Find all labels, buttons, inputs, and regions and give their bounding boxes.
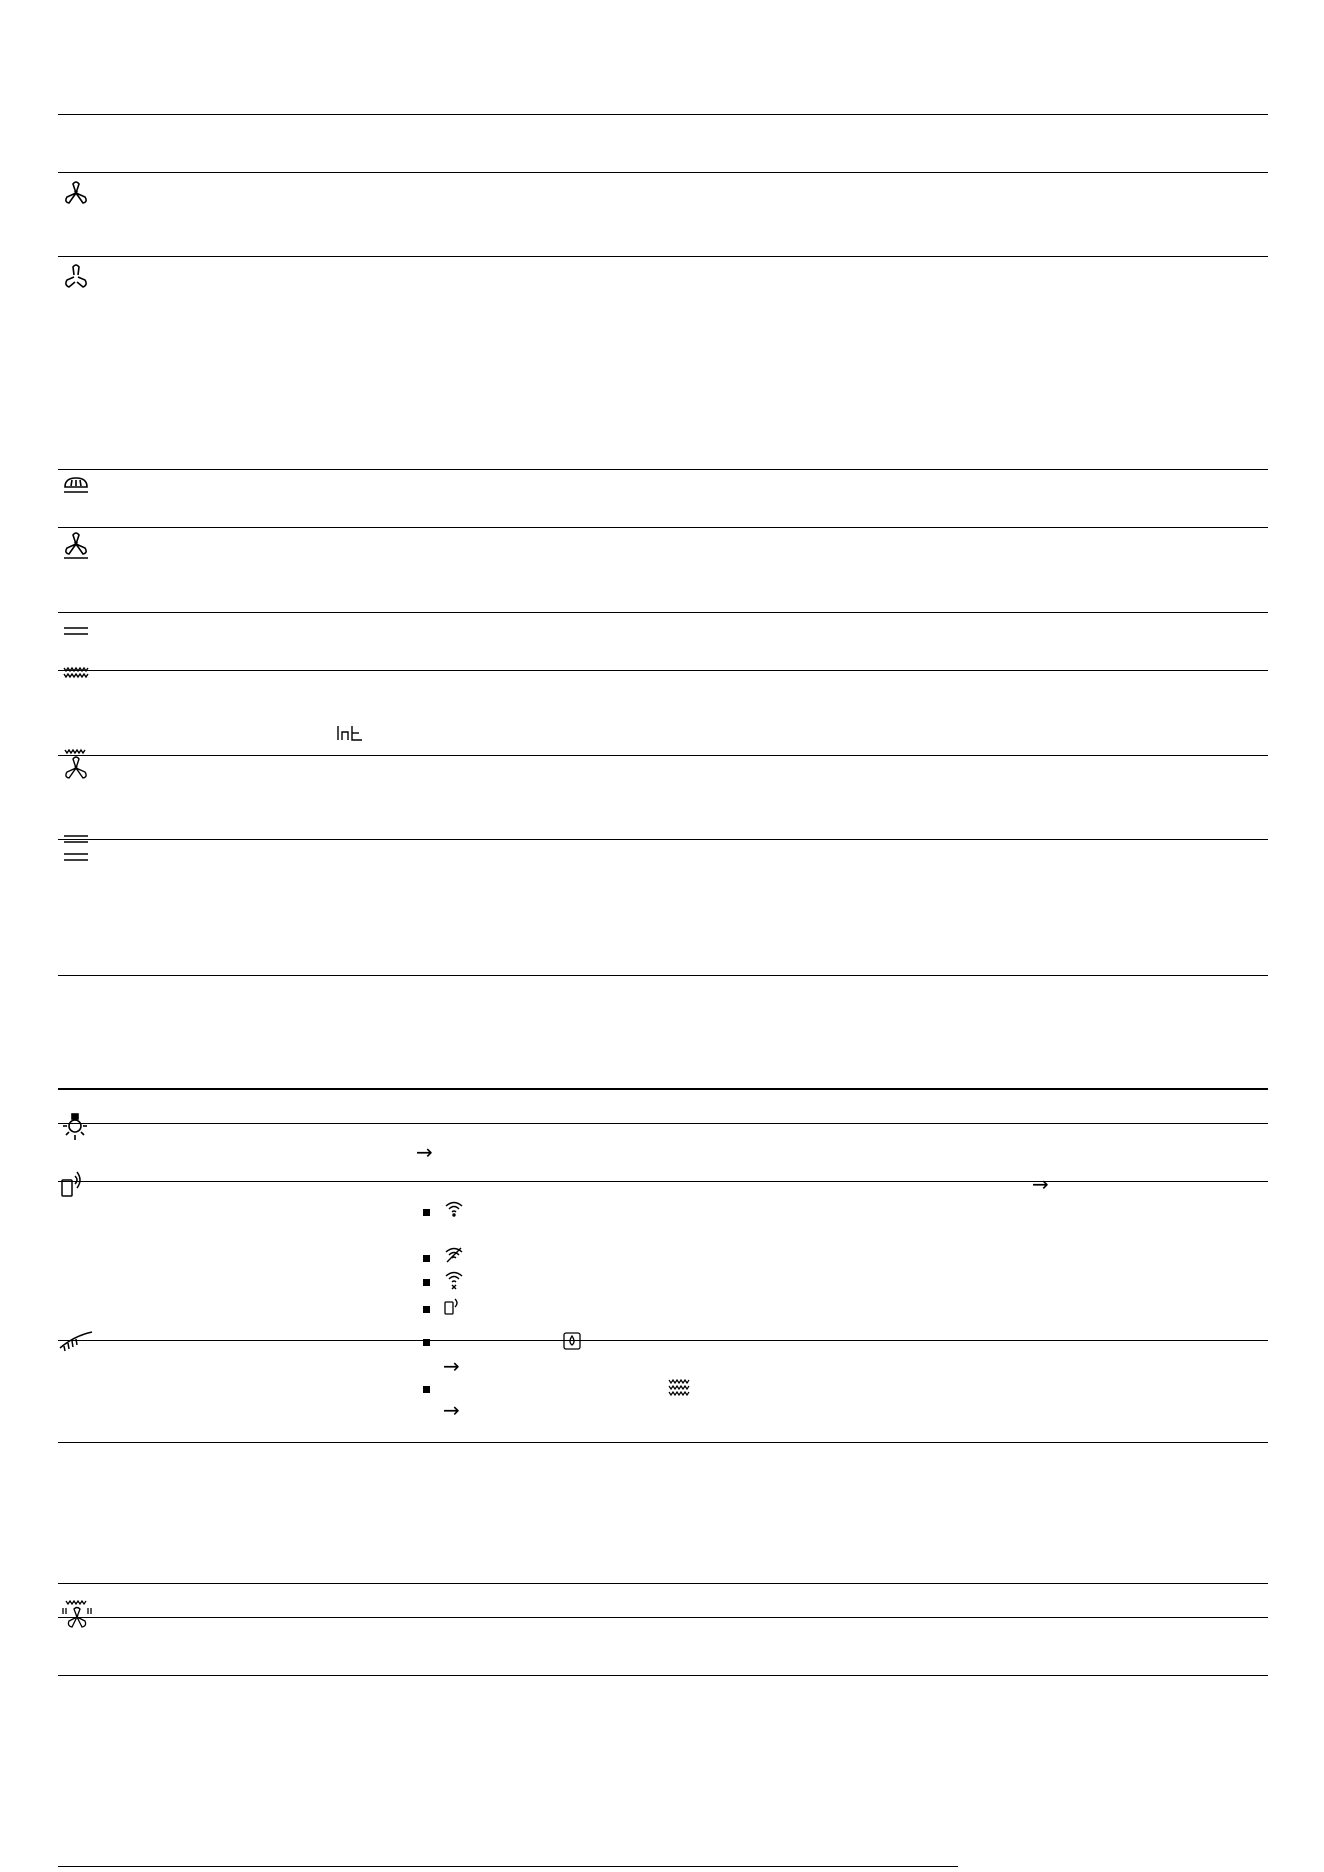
- cross-reference-arrow: →: [416, 1140, 433, 1164]
- wifi-off-icon: [444, 1246, 464, 1264]
- display-code-ine: [336, 724, 364, 742]
- table-rule: [58, 1675, 1268, 1676]
- remote-icon: [60, 1170, 84, 1200]
- wifi-icon: [444, 1200, 464, 1218]
- table-rule: [58, 1123, 1268, 1124]
- top-bottom-heat-icon: [62, 834, 90, 864]
- cleaning-icon: [58, 1330, 94, 1354]
- list-bullet: [423, 1255, 430, 1262]
- table-rule: [58, 256, 1268, 257]
- fan-icon: [62, 180, 90, 206]
- fan-alt-icon: [62, 262, 90, 290]
- list-bullet: [423, 1339, 430, 1346]
- table-rule: [58, 469, 1268, 470]
- fan-base-icon: [62, 532, 90, 560]
- table-rule: [58, 612, 1268, 613]
- remote-small-icon: [444, 1296, 462, 1316]
- table-rule: [58, 670, 1268, 671]
- steam-icon: [668, 1378, 690, 1396]
- list-bullet: [423, 1306, 430, 1313]
- table-rule: [58, 839, 1268, 840]
- table-rule: [58, 975, 1268, 976]
- table-header-rule: [58, 1088, 1268, 1090]
- table-rule: [58, 1583, 1268, 1584]
- water-tank-icon: [563, 1332, 581, 1350]
- page-footer-rule: [58, 1866, 958, 1867]
- bread-icon: [62, 474, 90, 496]
- list-bullet: [423, 1386, 430, 1393]
- table-rule: [58, 1340, 1268, 1341]
- cross-reference-arrow: →: [1032, 1172, 1049, 1196]
- table-rule: [58, 172, 1268, 173]
- list-bullet: [423, 1209, 430, 1216]
- steam-fan-icon: [60, 1599, 94, 1631]
- table-rule: [58, 527, 1268, 528]
- table-rule: [58, 114, 1268, 115]
- light-icon: [60, 1112, 90, 1142]
- bottom-heat-icon: [62, 626, 90, 640]
- cross-reference-arrow: →: [443, 1354, 460, 1378]
- table-rule: [58, 755, 1268, 756]
- table-rule: [58, 1442, 1268, 1443]
- grill-fan-icon: [62, 748, 90, 780]
- table-rule: [58, 1617, 1268, 1618]
- grill-icon: [62, 666, 90, 680]
- wifi-error-icon: [444, 1270, 464, 1290]
- list-bullet: [423, 1279, 430, 1286]
- cross-reference-arrow: →: [443, 1398, 460, 1422]
- table-rule: [58, 1181, 1268, 1182]
